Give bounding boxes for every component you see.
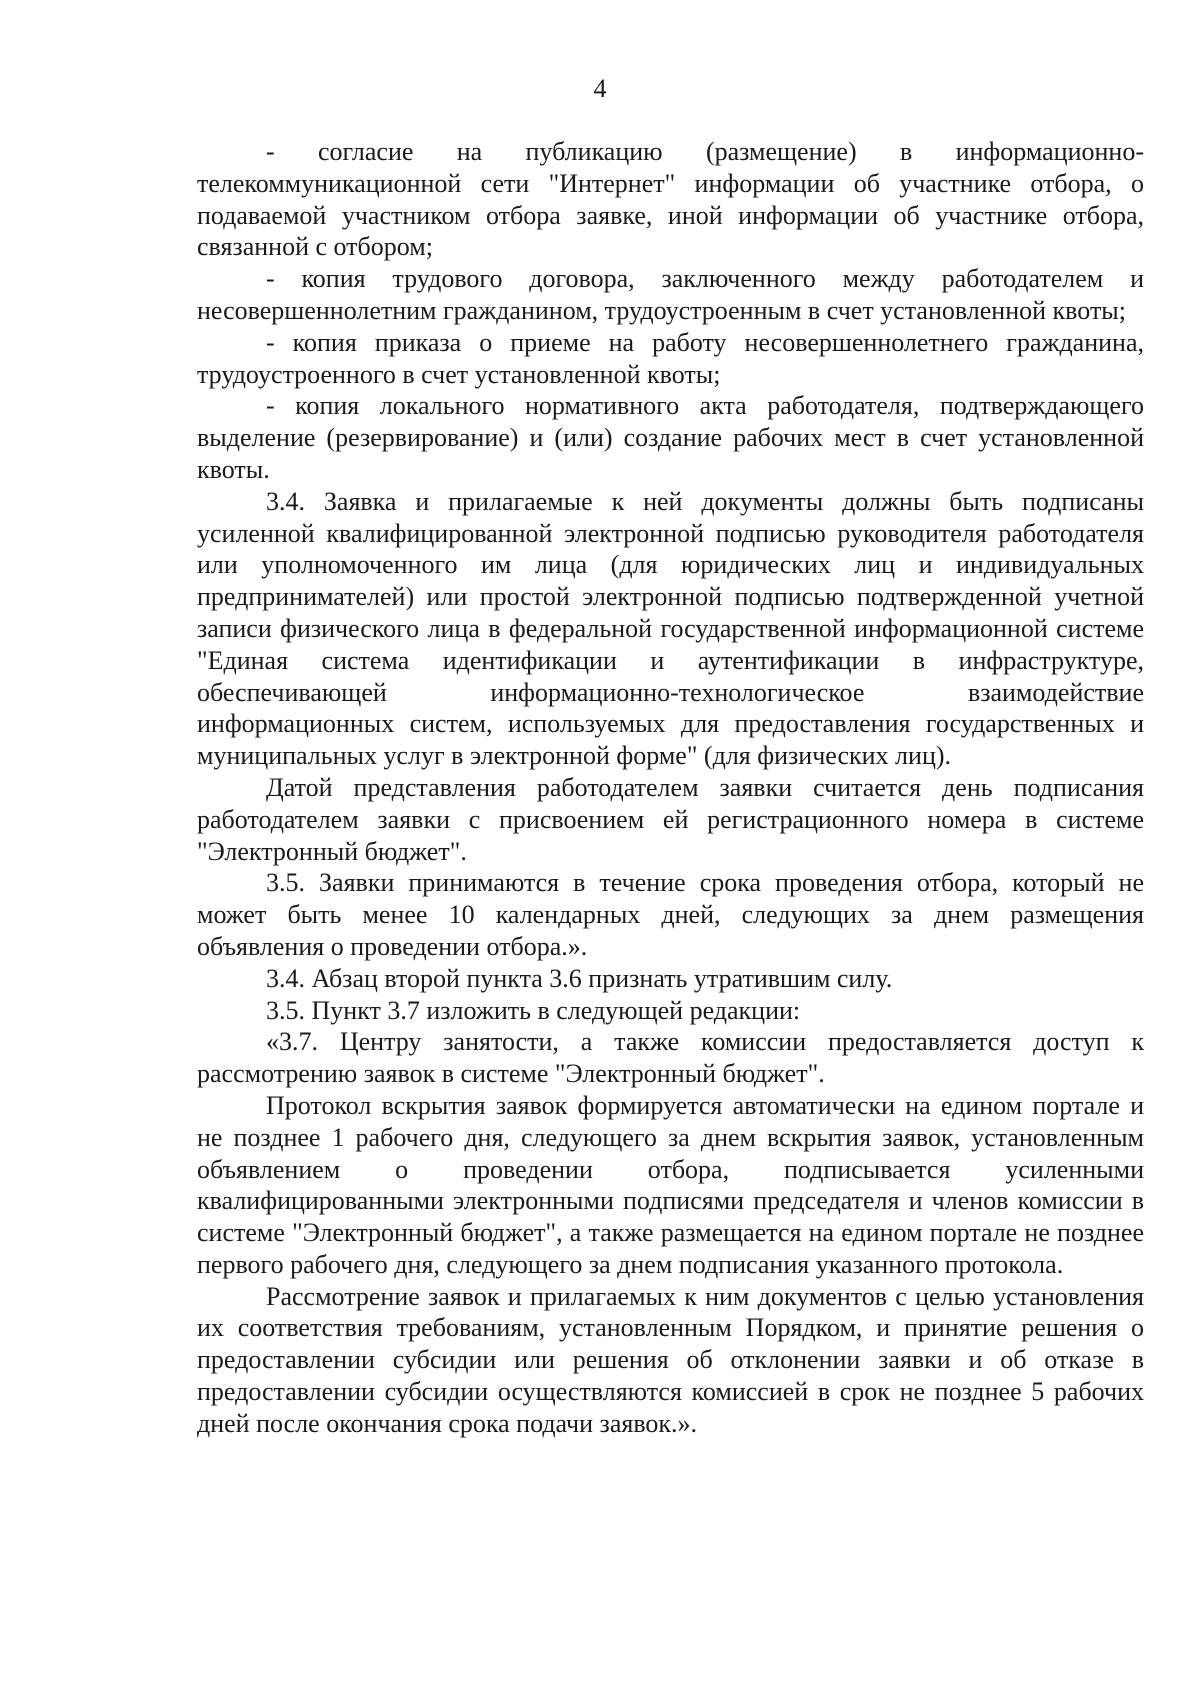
paragraph-submission-date: Датой представления работодателем заявки считается день подписания работодателем заявки с присвоением ей регистрационного номера в системе "Электронный бюджет". (197, 772, 1144, 866)
paragraph-review-of-applications: Рассмотрение заявок и прилагаемых к ним документов с целью установления их соответствия требованиям, установленным Порядком, и принятие решения о предоставлении субсидии или решения об отклонении заявки и об отказе в предоставлении субсидии осуществляются комиссией в срок не позднее 5 рабочих дней после окончания срока подачи заявок.». (197, 1281, 1144, 1438)
paragraph-3-5-acceptance-period: 3.5. Заявки принимаются в течение срока проведения отбора, который не может быть менее 10 календарных дней, следующих за днем размещения объявления о проведении отбора.». (197, 868, 1144, 961)
paragraph-local-act-copy: - копия локального нормативного акта работодателя, подтверждающего выделение (резервирование) и (или) создание рабочих мест в счет установленной квоты. (197, 391, 1144, 484)
document-body (197, 136, 1144, 1440)
page-number: 4 (593, 74, 607, 103)
paragraph-hiring-order-copy: - копия приказа о приеме на работу несовершеннолетнего гражданина, трудоустроенного в счет установленной квоты; (197, 327, 1144, 389)
paragraph-3-7-access: «3.7. Центру занятости, а также комиссии предоставляется доступ к рассмотрению заявок в системе "Электронный бюджет". (197, 1027, 1144, 1089)
paragraph-3-4-signature: 3.4. Заявка и прилагаемые к ней документы должны быть подписаны усиленной квалифицированной электронной подписью руководителя работодателя или уполномоченного им лица (для юридических лиц и индивидуальных предпринимателей) или простой электронной подписью подтвержденной учетной записи физического лица в федеральной государственной информационной системе "Единая система идентификации и аутентификации в инфраструктуре, обеспечивающей информационно-технологическое взаимодействие информационных систем, используемых для предоставления государственных и муниципальных услуг в электронной форме" (для физических лиц). (197, 486, 1144, 771)
paragraph-opening-protocol: Протокол вскрытия заявок формируется автоматически на едином портале и не позднее 1 рабочего дня, следующего за днем вскрытия заявок, установленным объявлением о проведении отбора, подписывается усиленными квалифицированными электронными подписями председателя и членов комиссии в системе "Электронный бюджет", а также размещается на едином портале не позднее первого рабочего дня, следующего за днем подписания указанного протокола. (197, 1090, 1144, 1279)
paragraph-employment-contract-copy: - копия трудового договора, заключенного между работодателем и несовершеннолетним гражданином, трудоустроенным в счет установленной квоты; (197, 264, 1144, 325)
paragraph-3-4-repeal: 3.4. Абзац второй пункта 3.6 признать утратившим силу. (266, 963, 893, 993)
paragraph-consent-publication: - согласие на публикацию (размещение) в информационно-телекоммуникационной сети "Интернет" информации об участнике отбора, о подаваемой участником отбора заявке, иной информации об участнике отбора, связанной с отбором; (197, 137, 1144, 262)
paragraph-3-5-new-wording: 3.5. Пункт 3.7 изложить в следующей редакции: (266, 995, 801, 1025)
